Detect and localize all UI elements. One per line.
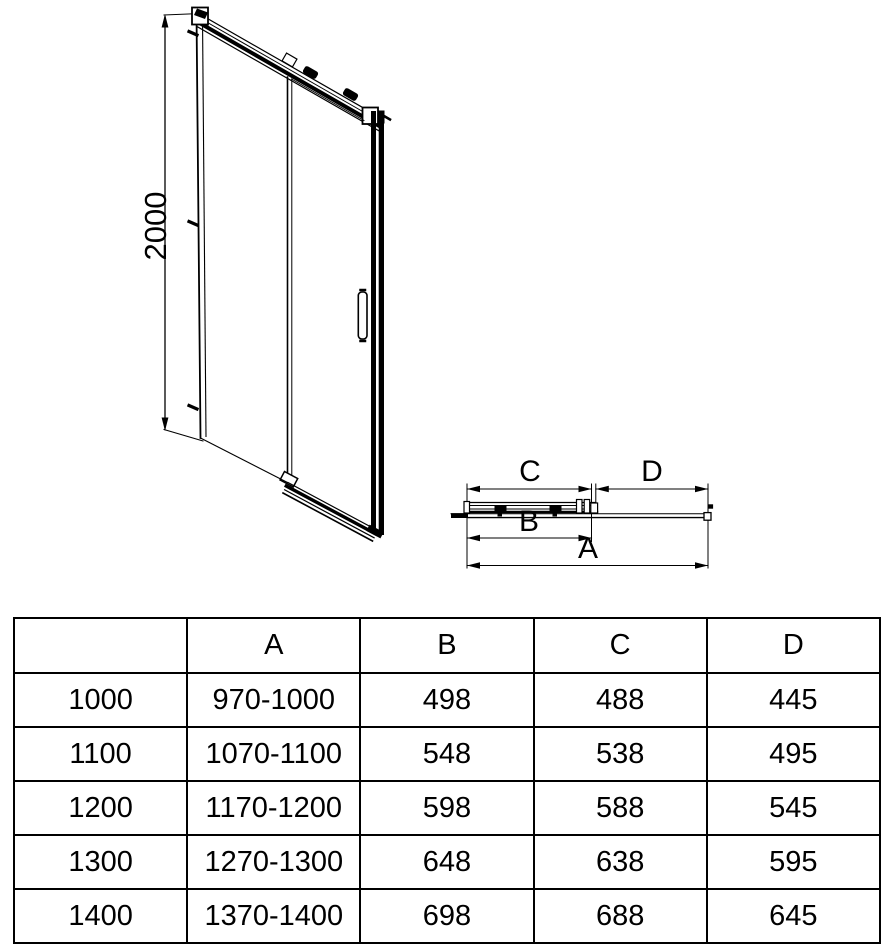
- column-header-d: D: [707, 618, 880, 673]
- table-cell: 698: [360, 889, 533, 943]
- hanger-bracket: [282, 53, 297, 67]
- door-stop-bracket: [577, 500, 583, 514]
- table-cell: 1370-1400: [187, 889, 360, 943]
- roller-icon: [495, 505, 507, 513]
- door-stop-bracket: [584, 500, 590, 514]
- plan-view: [451, 455, 713, 569]
- column-header-c: C: [534, 618, 707, 673]
- table-cell: 538: [534, 727, 707, 781]
- wall-anchor-icon: [708, 504, 713, 508]
- table-cell: 638: [534, 835, 707, 889]
- table-cell: 488: [534, 673, 707, 727]
- roller-icon: [342, 87, 359, 101]
- table-cell: 1070-1100: [187, 727, 360, 781]
- door-handle: [358, 290, 367, 341]
- column-header-b: B: [360, 618, 533, 673]
- door-frame-right: [366, 111, 384, 538]
- table-row: [14, 673, 880, 727]
- table-cell: 970-1000: [187, 673, 360, 727]
- table-cell: 445: [707, 673, 880, 727]
- row-header: 1300: [14, 835, 187, 889]
- table-cell: 648: [360, 835, 533, 889]
- table-cell: 595: [707, 835, 880, 889]
- table-cell: 645: [707, 889, 880, 943]
- table-cell: 548: [360, 727, 533, 781]
- glass-division-edge: [280, 77, 298, 487]
- roller-icon: [550, 505, 562, 513]
- dimension-table: [13, 617, 881, 944]
- table-cell: 1270-1300: [187, 835, 360, 889]
- fixed-panel-bottom-edge: [201, 438, 288, 483]
- table-cell: 588: [534, 781, 707, 835]
- height-dimension: [138, 14, 203, 442]
- dim-d-label: D: [641, 455, 663, 488]
- table-header-row: [14, 618, 880, 673]
- guide-foot: [280, 472, 298, 487]
- plan-left-cap: [464, 502, 470, 514]
- dimension-b: [467, 505, 592, 541]
- wall-profile: [189, 13, 206, 438]
- table-row: [14, 889, 880, 943]
- panel-end-cap: [704, 513, 711, 521]
- table-cell: 1170-1200: [187, 781, 360, 835]
- row-header: 1100: [14, 727, 187, 781]
- table-cell: 598: [360, 781, 533, 835]
- row-header: 1200: [14, 781, 187, 835]
- bottom-track: [201, 438, 378, 541]
- column-header-size: [14, 618, 187, 673]
- column-header-a: A: [187, 618, 360, 673]
- table-row: [14, 781, 880, 835]
- table-cell: 545: [707, 781, 880, 835]
- height-dimension-label: 2000: [138, 191, 173, 261]
- table-row: [14, 835, 880, 889]
- row-header: 1000: [14, 673, 187, 727]
- dim-a-label: A: [577, 532, 599, 565]
- dimension-c: [467, 455, 592, 492]
- dim-c-label: C: [519, 455, 541, 488]
- dim-b-label: B: [518, 505, 540, 538]
- plan-right-profile: [591, 503, 598, 513]
- table-cell: 495: [707, 727, 880, 781]
- arrow-down-icon: [162, 418, 169, 432]
- row-header: 1400: [14, 889, 187, 943]
- table-cell: 688: [534, 889, 707, 943]
- dimension-d: [596, 455, 708, 492]
- table-cell: 498: [360, 673, 533, 727]
- front-view: [138, 8, 390, 542]
- top-track: [192, 8, 390, 133]
- table-row: [14, 727, 880, 781]
- arrow-up-icon: [162, 14, 169, 28]
